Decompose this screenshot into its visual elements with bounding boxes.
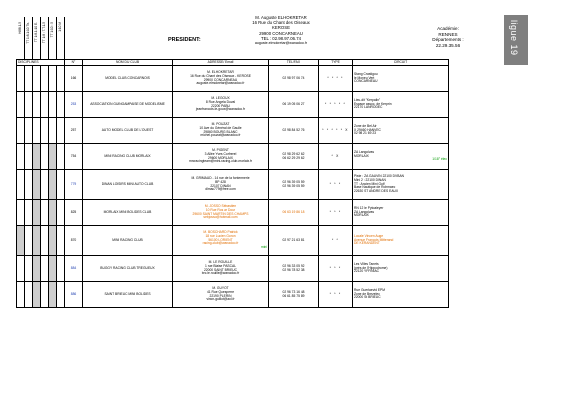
club-type: * * * [319,282,353,308]
club-type: * * * * * X [319,118,353,144]
club-type: * * * * [319,66,353,92]
club-name: MORLAIX MINI BOLIDES CLUB [83,200,173,226]
circuit-line: Locale Vincen Auge [354,233,384,238]
col-num: N° [65,60,83,66]
discipline-label-4: TT 1:8 : T.T.1.5 [42,22,46,44]
discipline-cell [57,66,65,92]
table-row [17,170,449,200]
discipline-cell [33,66,41,92]
discipline-cell [41,66,49,92]
address-line: 18 rue Lucien Goron [205,233,236,238]
circuit-line: 22120 YFFINIAC [354,269,380,274]
circuit-line: Zone de Brezelec [354,291,380,296]
departements-value: 22.29.35.56 [435,42,461,48]
discipline-cell [49,256,57,282]
club-email[interactable]: vincn-guillot@aol.fr [206,297,235,302]
circuit-line: MORLAIX [354,213,369,218]
circuit-line: Mini 2 : 22100 DINAN [354,177,386,182]
club-number: 825 [65,200,83,226]
circuit-line: 22170 LANRODEC [354,105,383,110]
clubs-table [16,59,449,308]
academie-name: RENNES [438,31,458,37]
col-club: NOM DU CLUB [83,60,173,66]
circuit-line: TT : Ancien Mini Golf [354,181,385,186]
discipline-cell [17,226,25,256]
discipline-cell [49,170,57,200]
discipline-cell [41,170,49,200]
club-email[interactable]: dlmac779@free.com [205,187,236,192]
circuit-line: (près de l'Hippodrome) [354,265,388,270]
discipline-cell [17,170,25,200]
address-line: M. LE ROUILLE [208,259,233,264]
president-email[interactable]: auguste.elmokretar@wanadoo.fr [254,41,308,46]
circuit-line: MORLAIX [354,153,369,158]
club-number: 886 [65,282,83,308]
discipline-cell [17,200,25,226]
circuit-line: Rue Guerlaevid EPM [354,287,385,292]
discipline-label-3: TT 1:8.1:10 E. [34,22,38,43]
table-row [17,200,449,226]
club-email[interactable]: brc.le.rouille@wanadoo.fr [201,271,240,276]
disciplines-header-columns [16,17,64,59]
address-line: 8 Rue Angela Duval [205,99,236,104]
phone-line: 02 96 39 05 59 [282,183,305,188]
club-phone [269,118,319,144]
club-name: BUGGY RACING CLUB TREGUEUX [83,256,173,282]
discipline-cell [17,282,25,308]
table-row [17,282,449,308]
club-circuit [353,256,449,282]
discipline-cell [57,92,65,118]
president-address-3: 29900 CONCARNEAU [259,30,303,36]
phone-line: 06 61 85 75 89 [282,293,305,298]
circuit-line: Piste : ZA GAUVIN 22100 DVBAN [354,173,405,178]
discipline-cell [41,282,49,308]
address-line: BP 428 [215,179,226,184]
address-line: 29900 CONCARNEAU [203,77,238,82]
phone-line: 06 62 29 29 62 [282,155,305,160]
president-label: PRESIDENT: [168,37,201,43]
club-name: ASSOCIATION GUINGAMPAISE DE MODELISME [83,92,173,118]
discipline-cell [41,118,49,144]
club-address [173,118,269,144]
discipline-cell [33,170,41,200]
table-row [17,256,449,282]
discipline-cell [57,118,65,144]
address-line: M. ELHOKRETAR [207,69,234,74]
club-type: * * * * * [319,92,353,118]
president-contact [226,15,336,46]
club-type: * * * [319,170,353,200]
club-circuit [353,170,449,200]
address-line: M. GUYOT [212,285,229,290]
discipline-cell [49,118,57,144]
address-line: 29860 BOURG BLANC [203,129,238,134]
table-row [17,92,449,118]
club-address [173,282,269,308]
address-line: M. LEGOUX [211,95,230,100]
club-name: SAINT BRIEUC MINI BOLIDES [83,282,173,308]
club-number: 884 [65,256,83,282]
discipline-cell [49,282,57,308]
club-phone [269,282,319,308]
address-line: M. PIGENT [212,147,229,152]
club-address [173,226,269,256]
phone-line: 02 97 21 63 81 [282,237,305,242]
club-number: 870 [65,226,83,256]
col-type: TYPE [319,60,353,66]
address-line: 22107 DINAN [210,183,231,188]
phone-line: 02 96 73 16 48 [282,289,305,294]
discipline-cell [41,144,49,170]
discipline-cell [25,226,33,256]
club-email[interactable]: sebjosso@hotmail.com [203,215,238,220]
circuit-line: Les Villes Tanets [354,261,379,266]
circuit-line: ZA Langolvas [354,209,374,214]
col-tel: TEL/FAX [269,60,319,66]
club-phone [269,144,319,170]
circuit-line: 22000 St BRIEUC [354,295,381,300]
club-number: 257 [65,118,83,144]
circuit-note: 1/18° élec [432,157,447,162]
discipline-cell [25,170,33,200]
address-line: M. JOSSO Sébastien [204,203,237,208]
circuit-line: Stang Crastigou [354,71,378,76]
club-phone [269,256,319,282]
phone-line: 02 98 84 52 76 [282,127,305,132]
club-number: 779 [65,170,83,200]
president-phone: TEL : 02.98.97.06.74 [261,35,301,41]
discipline-cell [25,92,33,118]
disciplines-label: DISCIPLINES [17,60,65,66]
discipline-label-5: TT 1:10 : 5 [50,22,54,38]
club-name: MINI RACING CLUB MORLAIX [83,144,173,170]
discipline-label-2: TT 1:8.1:10 Th. [26,22,30,44]
discipline-cell [57,170,65,200]
club-email[interactable]: mrcracingteam@mini-racing-club-morlaix.fr [188,159,253,164]
address-line: 56100 LORIENT [208,237,233,242]
club-type: * * * [319,200,353,226]
phone-line: 02 96 33 05 92 [282,263,305,268]
address-line: 16 Rue du Chant des Oiseaux - KEROSE [190,73,251,78]
phone-line: 02 96 39 05 59 [282,179,305,184]
discipline-cell [25,144,33,170]
president-address-1: 16 Rue du Chant des Oiseaux [252,20,310,26]
discipline-label-6: 1:10 M [58,22,62,32]
page-tab-label: ligue 19 [509,20,519,56]
discipline-cell [49,226,57,256]
discipline-cell [57,282,65,308]
discipline-cell [33,200,41,226]
club-circuit [353,200,449,226]
club-address [173,200,269,226]
club-phone [269,66,319,92]
discipline-cell [17,118,25,144]
club-name: DINAN LOISIRS MINI AUTO CLUB [83,170,173,200]
club-phone [269,170,319,200]
address-line: 22200 PABU [211,103,230,108]
discipline-cell [57,226,65,256]
discipline-cell [57,200,65,226]
discipline-cell [33,144,41,170]
phone-line: 02 98 97 06 74 [282,75,305,80]
discipline-cell [25,118,33,144]
phone-line: 02 96 78 52 38 [282,267,305,272]
circuit-line: 22630 ST ANDRE DES EAUX [354,189,399,194]
discipline-cell [41,200,49,226]
circuit-line: ZA Langolvas [354,149,374,154]
club-number: 754 [65,144,83,170]
circuit-line: Zone de Bel Air [354,123,377,128]
club-phone [269,226,319,256]
club-circuit [353,226,449,256]
club-email[interactable]: auguste.elmokretar@wanadoo.fr [196,81,245,86]
discipline-cell [33,118,41,144]
address-line: 22190 PLERIN [209,293,232,298]
address-line: 29600 SAINT MARTIN DES CHAMPS [192,211,249,216]
club-phone [269,200,319,226]
club-address [173,144,269,170]
address-line: 1 rue Blaise PASCAL [204,263,237,268]
circuit-line: DE KERANDENT [354,241,380,246]
address-line: 3 Allée Yves Corfrerel [204,151,237,156]
address-line: M. GRIMAUD - 14 rue de la fontermerie [191,175,250,180]
phone-line: 02 98 29 62 62 [282,151,305,156]
discipline-cell [25,256,33,282]
circuit-line: Espace assoc. de Kerprin [354,101,392,106]
discipline-cell [49,144,57,170]
circuit-line: Avenue François Mitterand [354,237,394,242]
club-circuit [353,118,449,144]
club-name: MODEL CLUB CONCARNOIS [83,66,173,92]
address-extra: mini [260,245,267,250]
club-address [173,92,269,118]
discipline-cell [33,92,41,118]
discipline-cell [17,92,25,118]
club-name: MINI RACING CLUB [83,226,173,256]
phone-line: 06 63 19 86 18 [282,209,305,214]
discipline-label-1: Hi88.1.5 [18,22,22,34]
academie-label: Académie: [437,26,459,31]
club-circuit [353,92,449,118]
col-circuit: CIRCUIT [353,60,449,66]
club-number: 253 [65,92,83,118]
club-type: * * * [319,256,353,282]
discipline-cell [33,282,41,308]
president-address-2: KEROSE [272,25,290,31]
table-row [17,118,449,144]
club-circuit [353,282,449,308]
discipline-cell [49,200,57,226]
club-circuit [353,144,449,170]
discipline-cell [17,256,25,282]
address-line: 41 Rue Quesperre [206,289,235,294]
club-address [173,66,269,92]
club-address [173,256,269,282]
table-row [17,66,449,92]
discipline-cell [25,282,33,308]
address-line: M. POUZAT [211,121,230,126]
club-name: AUTO MODEL CLUB DE L'OUEST [83,118,173,144]
address-line: 10 Ave du Général de Gaulle [199,125,242,130]
address-line: 10 Rue Ros ar Dour [205,207,236,212]
discipline-cell [17,66,25,92]
president-name: M. Auguste ELHOKRETAR [255,15,307,20]
circuit-line: le Moneu Vert [354,75,375,80]
circuit-line: X 29460 HANVEC [354,127,381,132]
table-row [17,226,449,256]
circuit-line: CONCARNEAU [354,79,378,84]
club-email[interactable]: racing-club@wanadoo.fr [202,241,239,246]
table-row [17,144,449,170]
discipline-cell [25,66,33,92]
phone-line: 06 19 05 06 27 [282,101,305,106]
discipline-cell [57,256,65,282]
club-number: 166 [65,66,83,92]
circuit-line: Base Nautique de Rohmaec [354,185,396,190]
address-line: M. BOSCHARD Patrick [203,229,238,234]
circuit-line: Lieu-dit "Kerpalin" [354,97,381,102]
discipline-cell [33,256,41,282]
discipline-cell [17,144,25,170]
discipline-cell [41,226,49,256]
discipline-cell [33,226,41,256]
discipline-cell [49,66,57,92]
discipline-cell [49,92,57,118]
circuit-line: RN 12 le Pytoaleyer [354,205,384,210]
discipline-cell [41,92,49,118]
club-email[interactable]: michel.pouzat@wanadoo.fr [200,133,241,138]
club-type: * X [319,144,353,170]
club-email[interactable]: jeanfrancois.le-goux@wanadoo.fr [195,107,246,112]
club-address [173,170,269,200]
club-phone [269,92,319,118]
address-line: 29600 MORLAIX [208,155,233,160]
circuit-line: 02 98 21 69 23 [354,131,376,136]
page-tab [504,15,528,65]
col-adresse: ADRESSE/ Email [173,60,269,66]
discipline-cell [41,256,49,282]
discipline-cell [25,200,33,226]
discipline-cell [57,144,65,170]
address-line: 22000 SAINT BRIEUC [203,267,238,272]
club-type: * * [319,226,353,256]
club-circuit [353,66,449,92]
academie-block [403,26,493,48]
departements-label: Départements : [432,37,464,43]
